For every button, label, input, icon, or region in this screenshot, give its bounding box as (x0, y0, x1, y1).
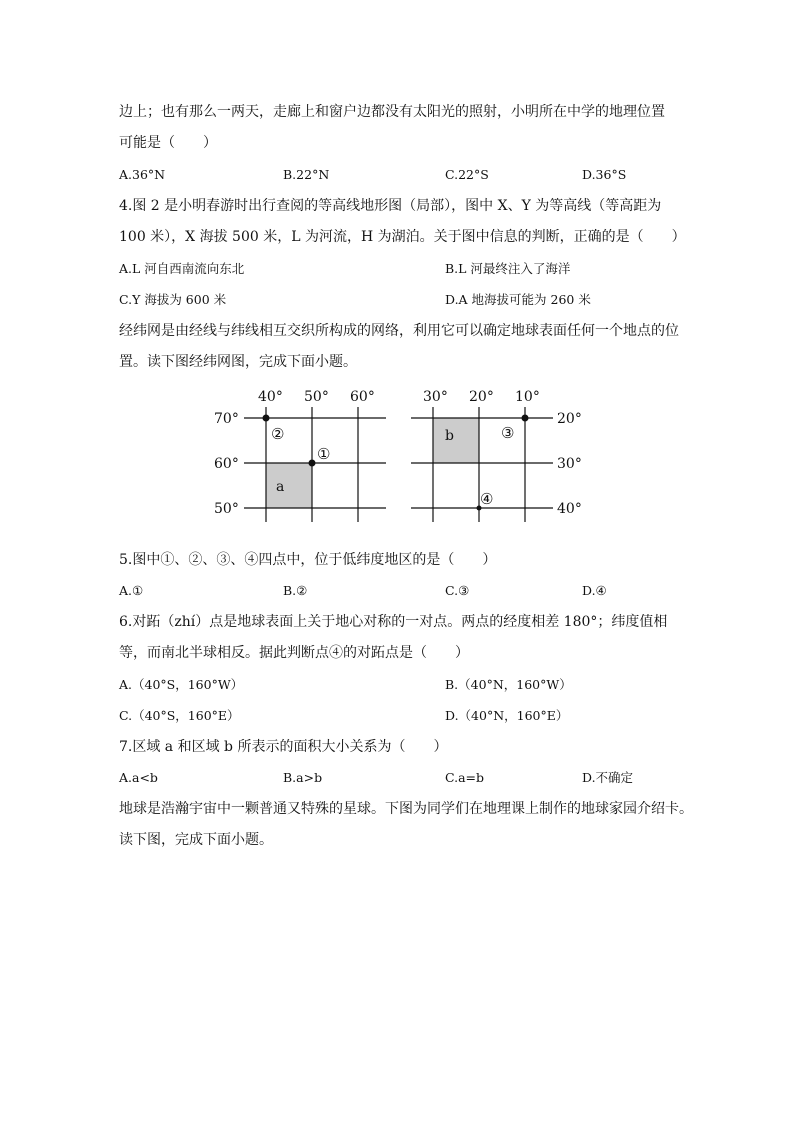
q4-stem-line2: 100 米），X 海拔 500 米，L 为河流，H 为湖泊。关于图中信息的判断，正确的是（ ） (119, 229, 686, 245)
q6-option-a: A.（40°S，160°W） (119, 677, 244, 692)
region-a-label: a (276, 479, 285, 495)
right-side-label-3: 40° (557, 501, 582, 517)
left-top-label-2: 50° (304, 389, 329, 405)
q4-stem-line1: 4.图 2 是小明春游时出行查阅的等高线地形图（局部），图中 X、Y 为等高线（等高距为 (119, 198, 662, 214)
point-1-label: ① (317, 445, 331, 463)
left-side-label-2: 60° (214, 456, 239, 472)
q3-stem-line2: 可能是（ ） (119, 135, 217, 151)
left-top-label-3: 60° (350, 389, 375, 405)
q6-stem-line2: 等，而南北半球相反。据此判断点④的对跖点是（ ） (119, 645, 469, 661)
q5-stem: 5.图中①、②、③、④四点中，位于低纬度地区的是（ ） (119, 552, 497, 568)
q5-option-b: B.② (283, 583, 308, 598)
q6-option-c: C.（40°S，160°E） (119, 708, 240, 723)
q7-option-a: A.a<b (119, 770, 158, 785)
graticule-intro-line1: 经纬网是由经线与纬线相互交织所构成的网络，利用它可以确定地球表面任何一个地点的位 (119, 323, 679, 339)
point-2-label: ② (271, 425, 285, 443)
q5-option-d: D.④ (582, 583, 607, 598)
left-graticule (214, 389, 386, 522)
right-top-label-1: 30° (423, 389, 448, 405)
q7-option-c: C.a=b (445, 770, 485, 785)
q6-stem-line1: 6.对跖（zhí）点是地球表面上关于地心对称的一对点。两点的经度相差 180°；纬度值相 (119, 614, 668, 630)
region-b-label: b (445, 428, 454, 444)
q3-option-b: B.22°N (283, 167, 330, 182)
region-a-shade (266, 463, 312, 508)
left-side-label-1: 70° (214, 411, 239, 427)
q3-stem-line1: 边上；也有那么一两天，走廊上和窗户边都没有太阳光的照射，小明所在中学的地理位置 (119, 104, 665, 120)
q7-stem: 7.区域 a 和区域 b 所表示的面积大小关系为（ ） (119, 739, 448, 755)
right-side-label-1: 20° (557, 411, 582, 427)
q3-option-a: A.36°N (119, 167, 166, 182)
q4-option-a: A.L 河自西南流向东北 (119, 261, 245, 276)
q3-option-d: D.36°S (582, 167, 627, 182)
earth-intro-line1: 地球是浩瀚宇宙中一颗普通又特殊的星球。下图为同学们在地理课上制作的地球家园介绍卡。 (119, 801, 693, 817)
point-2-dot (263, 415, 270, 422)
q4-option-c: C.Y 海拔为 600 米 (119, 292, 227, 307)
q4-option-d: D.A 地海拔可能为 260 米 (445, 292, 591, 307)
point-3-dot (522, 415, 529, 422)
left-side-label-3: 50° (214, 501, 239, 517)
q4-option-b: B.L 河最终注入了海洋 (445, 261, 571, 276)
right-top-label-3: 10° (515, 389, 540, 405)
point-1-dot (309, 460, 316, 467)
q7-option-b: B.a>b (283, 770, 323, 785)
point-4-label: ④ (480, 490, 494, 508)
q6-option-d: D.（40°N，160°E） (445, 708, 569, 723)
right-top-label-2: 20° (469, 389, 494, 405)
region-b-shade (433, 418, 479, 463)
q5-option-c: C.③ (445, 583, 470, 598)
right-graticule (411, 389, 582, 522)
graticule-intro-line2: 置。读下图经纬网图，完成下面小题。 (119, 354, 357, 370)
q5-option-a: A.① (119, 583, 144, 598)
q3-option-c: C.22°S (445, 167, 489, 182)
earth-intro-line2: 读下图，完成下面小题。 (119, 832, 273, 848)
q6-option-b: B.（40°N，160°W） (445, 677, 572, 692)
left-top-label-1: 40° (258, 389, 283, 405)
q7-option-d: D.不确定 (582, 770, 634, 785)
graticule-figure (0, 385, 794, 525)
point-3-label: ③ (501, 424, 515, 442)
right-side-label-2: 30° (557, 456, 582, 472)
